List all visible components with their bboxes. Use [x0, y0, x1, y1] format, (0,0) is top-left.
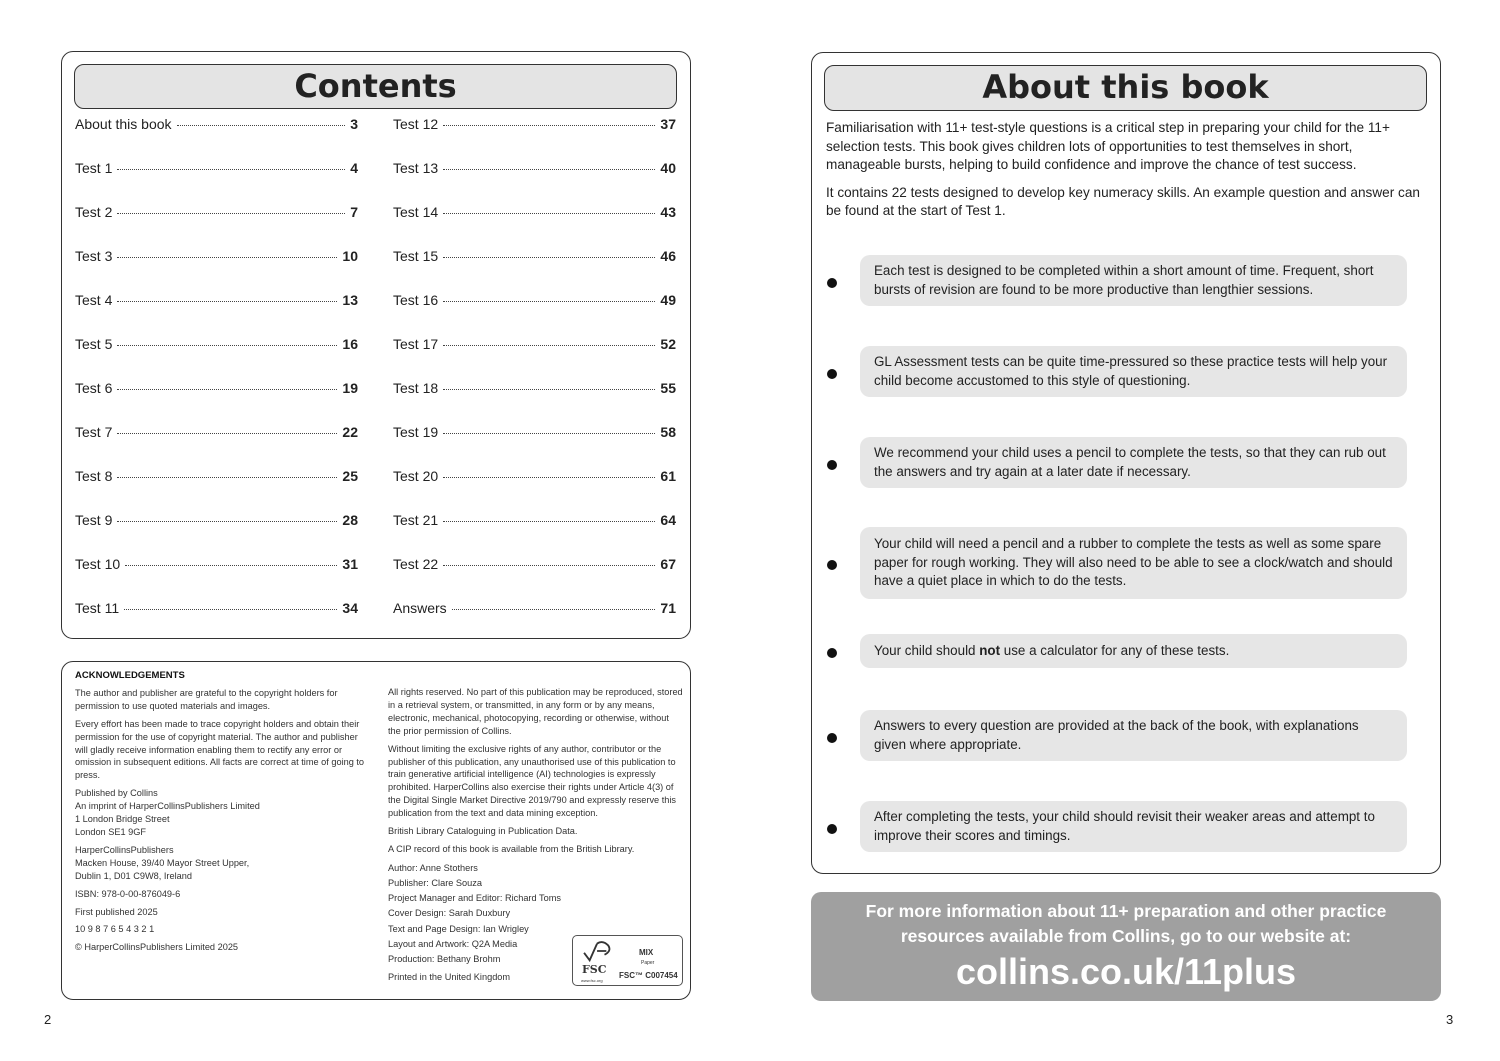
bullet-text: Each test is designed to be completed within a short amount of time. Frequent, short bursts of revision are found to be more productive than lengthier sessions. — [874, 263, 1374, 297]
toc-entry[interactable] — [75, 116, 358, 136]
toc-entry[interactable] — [75, 336, 358, 356]
page-number-left: 2 — [44, 1012, 52, 1027]
banner-text: For more information about 11+ preparation and other practice — [865, 901, 1387, 921]
toc-page: 40 — [660, 160, 676, 176]
leader-dots — [443, 213, 655, 214]
toc-page: 52 — [660, 336, 676, 352]
credits: Author: Anne Stothers Publisher: Clare Souza Project Manager and Editor: Richard Toms Cover Design: Sarah Duxbury Text and Page Design: Ian Wrigley Layout and Artwork: Q2A Media Production: Bethany Brohm Printed in the United Kingdom — [388, 861, 564, 991]
toc-label: Test 9 — [75, 512, 113, 528]
toc-page: 3 — [350, 116, 358, 132]
website-banner — [811, 892, 1441, 1001]
leader-dots — [443, 169, 655, 170]
leader-dots — [443, 301, 655, 302]
toc-page: 37 — [660, 116, 676, 132]
irish-address: HarperCollinsPublishers Macken House, 39/40 Mayor Street Upper, Dublin 1, D01 C9W8, Ireland — [75, 844, 250, 881]
bullet-item — [860, 437, 1407, 488]
toc-page: 49 — [660, 292, 676, 308]
fsc-logo: FSC www.fsc.org MIX Paper FSC™ C007454 — [572, 935, 683, 986]
toc-page: 46 — [660, 248, 676, 264]
leader-dots — [177, 125, 346, 126]
toc-page: 64 — [660, 512, 676, 528]
leader-dots — [117, 389, 337, 390]
toc-entry[interactable] — [393, 248, 676, 268]
bullet-text: GL Assessment tests can be quite time-pressured so these practice tests will help your child become accustomed to this style of questioning. — [874, 354, 1388, 388]
leader-dots — [443, 345, 655, 346]
toc-entry[interactable] — [75, 248, 358, 268]
leader-dots — [443, 565, 655, 566]
bullet-dot-icon — [827, 369, 837, 379]
toc-label: Test 14 — [393, 204, 439, 220]
toc-label: About this book — [75, 116, 172, 132]
ack-left-column — [75, 670, 370, 959]
leader-dots — [124, 609, 337, 610]
toc-page: 71 — [660, 600, 676, 616]
bullet-item — [860, 710, 1407, 761]
toc-entry[interactable] — [393, 424, 676, 444]
toc-page: 16 — [342, 336, 358, 352]
bullet-dot-icon — [827, 460, 837, 470]
bullet-item — [860, 255, 1407, 306]
toc-entry[interactable] — [393, 380, 676, 400]
toc-entry[interactable] — [393, 556, 676, 576]
toc-page: 61 — [660, 468, 676, 484]
toc-entry[interactable] — [393, 468, 676, 488]
first-published: First published 2025 — [75, 906, 158, 917]
toc-entry[interactable] — [75, 600, 358, 620]
toc-entry[interactable] — [75, 424, 358, 444]
page-number-right: 3 — [1446, 1012, 1454, 1027]
toc-label: Test 1 — [75, 160, 113, 176]
toc-label: Test 13 — [393, 160, 439, 176]
copyright: © HarperCollinsPublishers Limited 2025 — [75, 942, 239, 953]
leader-dots — [443, 125, 655, 126]
leader-dots — [443, 433, 655, 434]
leader-dots — [443, 521, 655, 522]
toc-label: Test 17 — [393, 336, 439, 352]
toc-label: Test 11 — [75, 600, 120, 616]
bullet-item — [860, 527, 1407, 599]
ack-heading: ACKNOWLEDGEMENTS — [75, 670, 185, 681]
isbn: ISBN: 978-0-00-876049-6 — [75, 888, 181, 899]
leader-dots — [117, 521, 337, 522]
leader-dots — [117, 433, 337, 434]
toc-entry[interactable] — [393, 600, 676, 620]
toc-entry[interactable] — [75, 292, 358, 312]
bullet-item — [860, 346, 1407, 397]
about-intro: Familiarisation with 11+ test-style questions is a critical step in preparing your child for the 11+ selection tests. This book gives children lots of opportunities to test themselves in short, manageable bursts, helping to build confidence and improve the chance of test success. — [826, 120, 1390, 173]
ack-text: Every effort has been made to trace copyright holders and obtain their permission for the use of copyright material. The author and publisher will gladly receive information enabling them to rectify any error or omission in subsequent editions. All facts are correct at time of going to press. — [75, 718, 365, 781]
toc-entry[interactable] — [393, 160, 676, 180]
toc-page: 19 — [342, 380, 358, 396]
leader-dots — [117, 169, 345, 170]
toc-entry[interactable] — [393, 116, 676, 136]
print-line: 10 9 8 7 6 5 4 3 2 1 — [75, 924, 155, 935]
bullet-item — [860, 801, 1407, 852]
bullet-dot-icon — [827, 824, 837, 834]
toc-page: 22 — [342, 424, 358, 440]
toc-page: 31 — [342, 556, 358, 572]
toc-label: Test 19 — [393, 424, 439, 440]
toc-entry[interactable] — [393, 336, 676, 356]
toc-entry[interactable] — [75, 512, 358, 532]
toc-label: Test 22 — [393, 556, 439, 572]
toc-label: Test 5 — [75, 336, 113, 352]
toc-page: 43 — [660, 204, 676, 220]
leader-dots — [117, 257, 337, 258]
bullet-text: Your child should not use a calculator for any of these tests. — [874, 642, 1230, 658]
bullet-item — [860, 634, 1407, 668]
toc-page: 10 — [342, 248, 358, 264]
about-intro: It contains 22 tests designed to develop key numeracy skills. An example question and answer can be found at the start of Test 1. — [826, 184, 1420, 219]
toc-label: Answers — [393, 600, 447, 616]
contents-title: Contents — [74, 64, 677, 109]
toc-page: 13 — [342, 292, 358, 308]
toc-label: Test 16 — [393, 292, 439, 308]
about-title: About this book — [824, 65, 1427, 111]
toc-page: 55 — [660, 380, 676, 396]
bullet-dot-icon — [827, 560, 837, 570]
toc-page: 67 — [660, 556, 676, 572]
publisher-address: Published by Collins An imprint of HarperCollinsPublishers Limited 1 London Bridge Street London SE1 9GF — [75, 788, 260, 837]
toc-label: Test 15 — [393, 248, 439, 264]
website-link[interactable]: collins.co.uk/11plus — [955, 951, 1297, 992]
banner-text: resources available from Collins, go to our website at: — [900, 926, 1352, 946]
bullet-dot-icon — [827, 733, 837, 743]
toc-page: 34 — [342, 600, 358, 616]
leader-dots — [117, 301, 337, 302]
leader-dots — [125, 565, 337, 566]
toc-entry[interactable] — [75, 160, 358, 180]
toc-label: Test 2 — [75, 204, 113, 220]
toc-label: Test 3 — [75, 248, 113, 264]
toc-entry[interactable] — [75, 204, 358, 224]
toc-label: Test 18 — [393, 380, 439, 396]
leader-dots — [443, 389, 655, 390]
bullet-text: Your child will need a pencil and a rubber to complete the tests as well as some spare paper for rough working. They will also need to be able to see a clock/watch and should have a quiet place in which to do the tests. — [874, 536, 1393, 589]
leader-dots — [117, 477, 337, 478]
tree-icon — [581, 938, 615, 964]
toc-label: Test 8 — [75, 468, 113, 484]
toc-entry[interactable] — [75, 380, 358, 400]
toc-label: Test 12 — [393, 116, 439, 132]
toc-label: Test 6 — [75, 380, 113, 396]
toc-entry[interactable] — [75, 556, 358, 576]
toc-entry[interactable] — [393, 512, 676, 532]
toc-page: 25 — [342, 468, 358, 484]
ack-right-column — [388, 686, 683, 991]
credits-row — [388, 861, 683, 991]
leader-dots — [117, 345, 337, 346]
toc-label: Test 21 — [393, 512, 439, 528]
bullet-text: Answers to every question are provided at the back of the book, with explanations given where appropriate. — [874, 718, 1359, 752]
cip-text: British Library Cataloguing in Publication Data. — [388, 826, 578, 837]
leader-dots — [443, 477, 655, 478]
toc-entry[interactable] — [75, 468, 358, 488]
ai-text: Without limiting the exclusive rights of any author, contributor or the publisher of this publication, any unauthorised use of this publication to train generative artificial intelligence (AI) technologies is expressly prohibited. HarperCollins also exercise their rights under Article 4(3) of the Digital Single Market Directive 2019/790 and expressly reserve this publication from the text and data mining exception. — [388, 743, 677, 819]
toc-entry[interactable] — [393, 292, 676, 312]
bullet-text: We recommend your child uses a pencil to complete the tests, so that they can rub out the answers and try again at a later date if necessary. — [874, 445, 1386, 479]
ack-text: The author and publisher are grateful to the copyright holders for permission to use quoted materials and images. — [75, 687, 338, 711]
toc-page: 58 — [660, 424, 676, 440]
rights-text: All rights reserved. No part of this publication may be reproduced, stored in a retrieval system, or transmitted, in any form or by any means, electronic, mechanical, photocopying, recording or otherwise, without the prior permission of Collins. — [388, 687, 683, 736]
printed-in: Printed in the United Kingdom — [388, 972, 511, 983]
toc-label: Test 20 — [393, 468, 439, 484]
about-intro-block — [826, 119, 1426, 230]
toc-page: 4 — [350, 160, 358, 176]
leader-dots — [452, 609, 656, 610]
cip-text: A CIP record of this book is available from the British Library. — [388, 843, 635, 854]
toc-label: Test 10 — [75, 556, 121, 572]
bullet-text: After completing the tests, your child should revisit their weaker areas and attempt to improve their scores and timings. — [874, 809, 1375, 843]
toc-entry[interactable] — [393, 204, 676, 224]
leader-dots — [443, 257, 655, 258]
toc-label: Test 4 — [75, 292, 113, 308]
bullet-dot-icon — [827, 648, 837, 658]
toc-page: 28 — [342, 512, 358, 528]
bullet-dot-icon — [827, 278, 837, 288]
toc-label: Test 7 — [75, 424, 113, 440]
leader-dots — [117, 213, 345, 214]
toc-page: 7 — [350, 204, 358, 220]
